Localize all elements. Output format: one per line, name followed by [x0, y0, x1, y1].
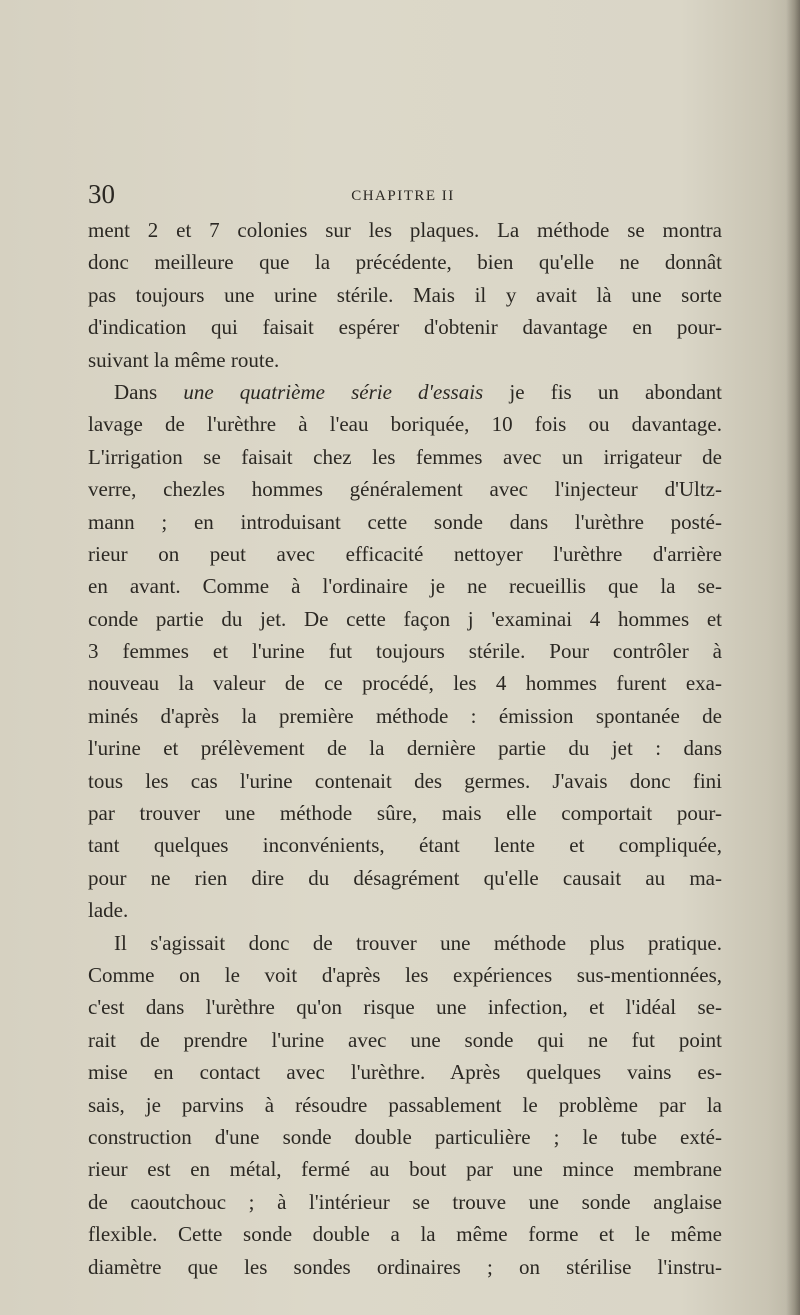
- text-line: rait de prendre l'urine avec une sonde qui ne fut point: [88, 1027, 722, 1052]
- text-line: ment 2 et 7 colonies sur les plaques. La méthode se montra: [88, 218, 722, 242]
- text-line: lade.: [88, 898, 129, 923]
- text-line: lavage de l'urèthre à l'eau boriquée, 10 fois ou davantage.: [88, 412, 722, 437]
- text-line: par trouver une méthode sûre, mais elle comportait pour-: [88, 801, 722, 826]
- text-line: pas toujours une urine stérile. Mais il y avait là une sorte: [88, 282, 722, 307]
- text-line: rieur on peut avec efficacité nettoyer l'urèthre d'arrière: [88, 541, 722, 566]
- text-line: minés d'après la première méthode : émission spontanée de: [88, 703, 722, 728]
- text-line: donc meilleure que la précédente, bien qu'elle ne donnât: [88, 250, 722, 275]
- text-line: pour ne rien dire du désagrément qu'elle causait au ma-: [88, 865, 722, 890]
- page-header: [88, 174, 718, 214]
- text-segment: je fis un abondant: [483, 379, 722, 404]
- text-line: construction d'une sonde double particulière ; le tube exté-: [88, 1124, 722, 1149]
- text-line: en avant. Comme à l'ordinaire je ne recueillis que la se-: [88, 574, 722, 599]
- text-line: rieur est en métal, fermé au bout par une mince membrane: [88, 1157, 722, 1182]
- text-line: 3 femmes et l'urine fut toujours stérile. Pour contrôler à: [88, 639, 722, 664]
- running-head: CHAPITRE II: [351, 188, 455, 204]
- text-line: Comme on le voit d'après les expériences sus-mentionnées,: [88, 962, 722, 987]
- text-line: tous les cas l'urine contenait des germes. J'avais donc fini: [88, 768, 722, 793]
- text-line: conde partie du jet. De cette façon j 'examinai 4 hommes et: [88, 606, 722, 631]
- text-line: mann ; en introduisant cette sonde dans l'urèthre posté-: [88, 509, 722, 534]
- page-number: 30: [88, 179, 115, 209]
- text-line: mise en contact avec l'urèthre. Après quelques vains es-: [88, 1060, 722, 1085]
- page-edge-shadow: [786, 0, 800, 1315]
- text-segment: Dans: [114, 379, 184, 404]
- text-line: diamètre que les sondes ordinaires ; on stérilise l'instru-: [88, 1254, 722, 1279]
- text-line: de caoutchouc ; à l'intérieur se trouve une sonde anglaise: [88, 1189, 722, 1214]
- italic-phrase: une quatrième série d'essais: [183, 379, 484, 404]
- text-line: Il s'agissait donc de trouver une méthode plus pratique.: [114, 930, 722, 955]
- text-line: nouveau la valeur de ce procédé, les 4 hommes furent exa-: [88, 671, 722, 696]
- body-text: [88, 214, 722, 1283]
- text-line: L'irrigation se faisait chez les femmes avec un irrigateur de: [88, 444, 722, 469]
- text-line: c'est dans l'urèthre qu'on risque une infection, et l'idéal se-: [88, 995, 722, 1020]
- text-line: tant quelques inconvénients, étant lente et compliquée,: [88, 833, 722, 858]
- text-line: suivant la même route.: [88, 347, 280, 372]
- text-line: d'indication qui faisait espérer d'obtenir davantage en pour-: [88, 315, 722, 340]
- text-line: sais, je parvins à résoudre passablement le problème par la: [88, 1092, 722, 1117]
- text-line: l'urine et prélèvement de la dernière partie du jet : dans: [88, 736, 722, 761]
- text-line: flexible. Cette sonde double a la même forme et le même: [88, 1222, 722, 1247]
- text-line: [88, 376, 722, 408]
- text-line: verre, chezles hommes généralement avec l'injecteur d'Ultz-: [88, 477, 722, 502]
